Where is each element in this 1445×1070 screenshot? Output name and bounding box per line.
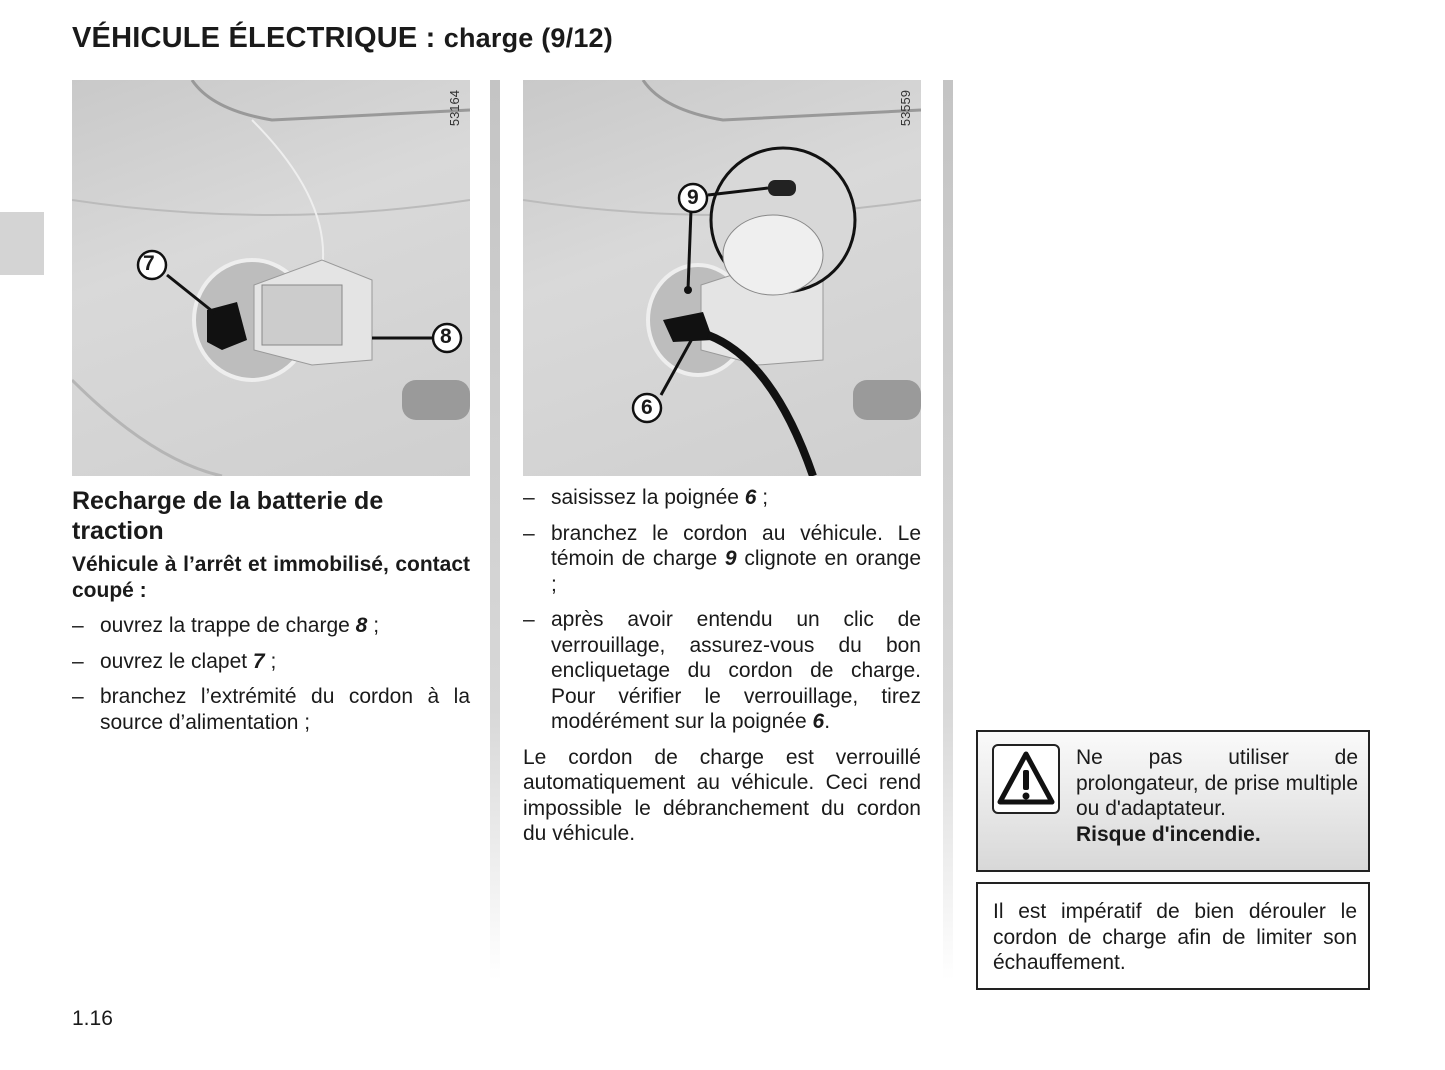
- intro-condition: Véhicule à l’arrêt et immobilisé, contact coupé :: [72, 553, 470, 602]
- step-text: ouvrez le clapet: [100, 649, 253, 673]
- callout-6: 6: [641, 396, 653, 419]
- step-end: .: [824, 710, 831, 733]
- step-end: clignote en orange ;: [551, 547, 921, 596]
- figure-ref: 53164: [447, 90, 462, 127]
- figure-charge-flap-open: [72, 80, 470, 476]
- warning-triangle-icon: [992, 744, 1060, 814]
- steps-list: [523, 485, 921, 735]
- step-text: saisissez la poignée: [551, 486, 745, 509]
- list-item: [523, 607, 921, 735]
- callout-9: 9: [687, 186, 699, 209]
- step-ref: 9: [724, 547, 737, 570]
- step-text: après avoir entendu un clic de verrouillage, assurez-vous du bon encliquetage du cordon de charge. Pour vérifier le verrouillage, tirez modérément sur la poignée: [551, 608, 921, 733]
- callout-7: 7: [143, 252, 155, 275]
- car-illustration: [72, 80, 470, 476]
- page-title: [72, 22, 613, 55]
- list-item: [72, 613, 470, 639]
- title-sub: charge (9/12): [443, 23, 613, 53]
- note-box: [976, 882, 1370, 990]
- section-tab: [0, 212, 44, 275]
- warning-box: [976, 730, 1370, 872]
- warning-text: [1076, 745, 1358, 847]
- step-text: ouvrez la trappe de charge: [100, 614, 356, 637]
- page-number: 1.16: [72, 1007, 113, 1030]
- step-text: branchez l’extrémité du cordon à la source d’alimentation ;: [100, 685, 470, 734]
- step-end: ;: [264, 649, 277, 673]
- step-ref: 6: [812, 710, 825, 733]
- list-item: [72, 684, 470, 735]
- step-text: branchez le cordon au véhicule. Le témoin de charge: [551, 521, 921, 570]
- step-end: ;: [367, 614, 380, 637]
- lock-paragraph: Le cordon de charge est verrouillé automatiquement au véhicule. Ceci rend impossible le débranchement du cordon du véhicule.: [523, 745, 921, 845]
- callout-8: 8: [440, 325, 452, 348]
- list-item: [523, 485, 921, 511]
- column-2: [523, 485, 921, 857]
- list-item: [72, 649, 470, 675]
- title-main: VÉHICULE ÉLECTRIQUE :: [72, 22, 444, 54]
- step-ref: 8: [355, 614, 368, 637]
- warning-message: Ne pas utiliser de prolongateur, de prise multiple ou d'adaptateur.: [1076, 746, 1358, 820]
- step-ref: 7: [252, 649, 265, 673]
- car-illustration: [523, 80, 921, 476]
- column-divider: [490, 80, 500, 980]
- column-1: [72, 486, 470, 745]
- note-text: Il est impératif de bien dérouler le cordon de charge afin de limiter son échauffement.: [993, 900, 1357, 974]
- section-heading: Recharge de la batterie de traction: [72, 487, 384, 545]
- figure-cable-plugged: [523, 80, 921, 476]
- list-item: [523, 521, 921, 598]
- column-divider: [943, 80, 953, 980]
- step-end: ;: [756, 486, 769, 509]
- figure-ref: 53559: [898, 90, 913, 127]
- step-ref: 6: [744, 486, 757, 509]
- steps-list: [72, 613, 470, 735]
- warning-risk: Risque d'incendie.: [1076, 822, 1261, 846]
